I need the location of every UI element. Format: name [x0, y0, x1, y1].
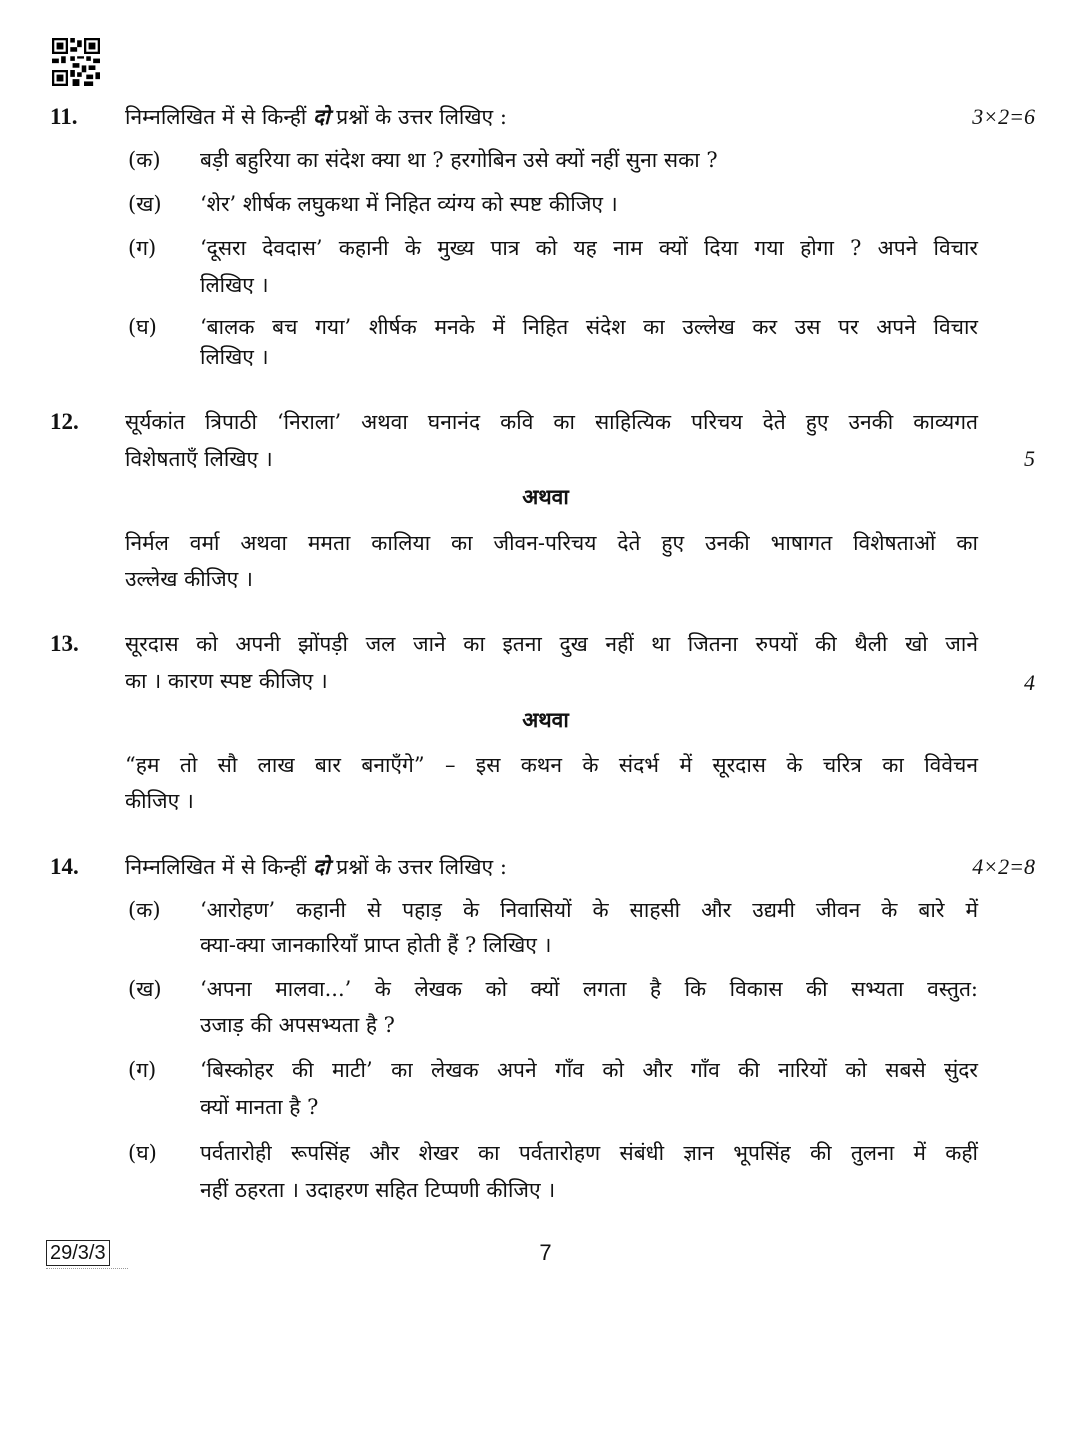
q14-part-text: पर्वतारोही रूपसिंह और शेखर का पर्वतारोहण संबंधी ज्ञान भूपसिंह की तुलना में कहीं: [200, 1141, 978, 1165]
question-12-marks: 5: [1024, 446, 1035, 471]
q14-part-text-cont: उजाड़ की अपसभ्यता है ?: [200, 1013, 395, 1037]
question-number-14: 14.: [50, 854, 79, 879]
question-number-12: 12.: [50, 409, 79, 434]
q11-part-text: बड़ी बहुरिया का संदेश क्या था ? हरगोबिन उसे क्यों नहीं सुना सका ?: [200, 148, 718, 172]
q11-part-text-cont: लिखिए ।: [200, 273, 269, 297]
q11-part-text: ‘शेर’ शीर्षक लघुकथा में निहित व्यंग्य को स्पष्ट कीजिए ।: [200, 192, 618, 216]
or-separator: अथवा: [522, 484, 569, 509]
q14-part-text: ‘आरोहण’ कहानी से पहाड़ के निवासियों के साहसी और उद्यमी जीवन के बारे में: [200, 898, 978, 922]
question-13-text-cont: का । कारण स्पष्ट कीजिए ।: [125, 669, 328, 693]
qr-code-icon: [52, 38, 100, 86]
q14-part-text-cont: नहीं ठहरता । उदाहरण सहित टिप्पणी कीजिए ।: [200, 1178, 556, 1202]
q11-part-label: (ख): [128, 192, 162, 216]
paper-code: 29/3/3: [46, 1240, 110, 1266]
q11-part-text: ‘दूसरा देवदास’ कहानी के मुख्य पात्र को यह नाम क्यों दिया गया होगा ? अपने विचार: [200, 236, 978, 260]
or-separator: अथवा: [522, 707, 569, 732]
question-number-11: 11.: [50, 104, 78, 129]
page-number: 7: [539, 1240, 552, 1265]
question-11-instruction: निम्नलिखित में से किन्हीं दो प्रश्नों के उत्तर लिखिए :: [125, 104, 507, 129]
q14-part-label: (घ): [128, 1141, 157, 1165]
q14-part-label: (ग): [128, 1058, 157, 1082]
q14-part-label: (क): [128, 898, 161, 922]
question-14-marks: 4×2=8: [972, 854, 1035, 879]
q11-part-label: (ग): [128, 236, 157, 260]
q11-part-label: (क): [128, 148, 161, 172]
q14-part-text: ‘अपना मालवा...’ के लेखक को क्यों लगता है कि विकास की सभ्यता वस्तुत:: [200, 977, 978, 1001]
question-number-13: 13.: [50, 631, 79, 656]
q14-part-label: (ख): [128, 977, 162, 1001]
q14-part-text: ‘बिस्कोहर की माटी’ का लेखक अपने गाँव को और गाँव की नारियों को सबसे सुंदर: [200, 1058, 978, 1082]
q14-part-text-cont: क्या-क्या जानकारियाँ प्राप्त होती हैं ? लिखिए ।: [200, 933, 552, 957]
question-12-text-cont: विशेषताएँ लिखिए ।: [125, 447, 273, 471]
question-13-alt-text-cont: कीजिए ।: [125, 789, 194, 813]
footer-fine-print: [46, 1268, 128, 1273]
question-13-text: सूरदास को अपनी झोंपड़ी जल जाने का इतना दुख नहीं था जितना रुपयों की थैली खो जाने: [125, 632, 978, 656]
question-11-marks: 3×2=6: [972, 104, 1035, 129]
q11-part-label: (घ): [128, 315, 157, 339]
q11-part-text: ‘बालक बच गया’ शीर्षक मनके में निहित संदेश का उल्लेख कर उस पर अपने विचार: [200, 315, 978, 339]
question-12-text: सूर्यकांत त्रिपाठी ‘निराला’ अथवा घनानंद कवि का साहित्यिक परिचय देते हुए उनकी काव्यगत: [125, 410, 978, 434]
q14-part-text-cont: क्यों मानता है ?: [200, 1095, 319, 1119]
question-12-alt-text-cont: उल्लेख कीजिए ।: [125, 567, 253, 591]
question-12-alt-text: निर्मल वर्मा अथवा ममता कालिया का जीवन-परिचय देते हुए उनकी भाषागत विशेषताओं का: [125, 531, 978, 555]
question-13-alt-text: “हम तो सौ लाख बार बनाएँगे” – इस कथन के संदर्भ में सूरदास के चरित्र का विवेचन: [125, 753, 978, 777]
q11-part-text-cont: लिखिए ।: [200, 345, 269, 369]
question-14-instruction: निम्नलिखित में से किन्हीं दो प्रश्नों के उत्तर लिखिए :: [125, 854, 507, 879]
question-13-marks: 4: [1024, 670, 1035, 695]
